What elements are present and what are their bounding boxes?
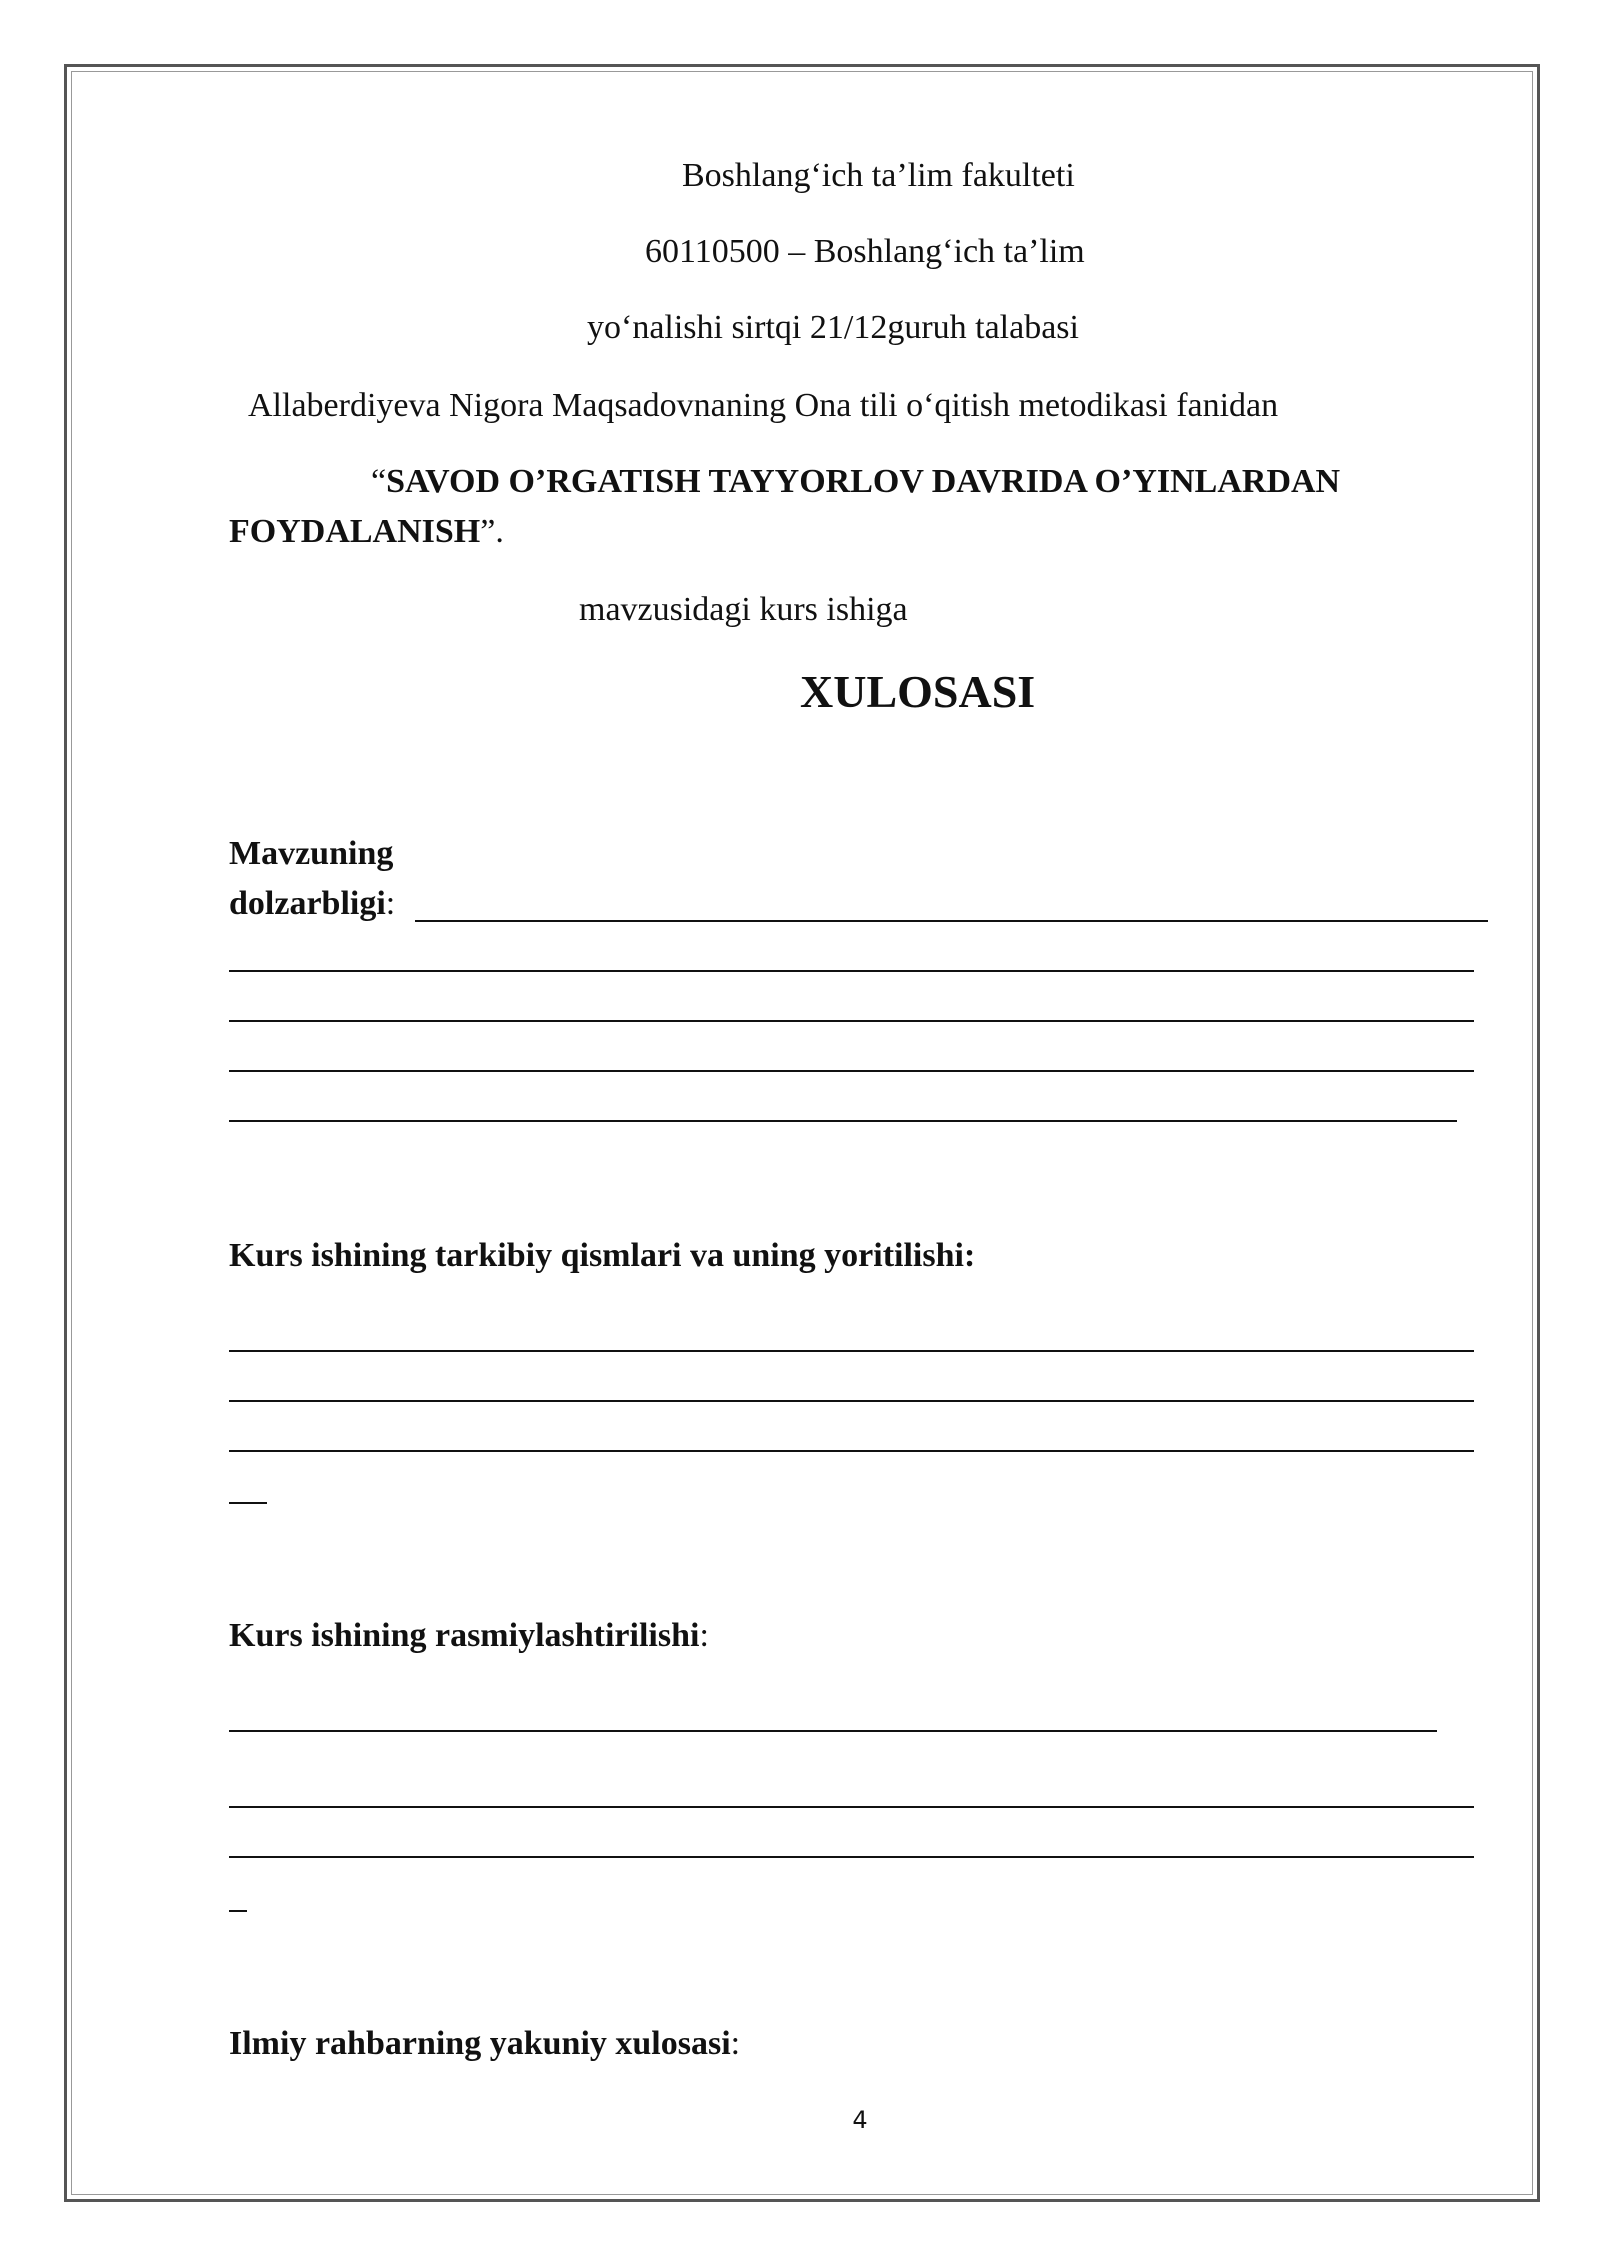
formatting-label-line	[229, 1616, 709, 1656]
structure-fill-line-1	[229, 1350, 1474, 1352]
structure-fill-line-2	[229, 1400, 1474, 1402]
relevance-fill-line-2	[229, 970, 1474, 972]
page-number: 4	[852, 2106, 868, 2134]
group-line: yo‘nalishi sirtqi 21/12guruh talabasi	[587, 309, 1079, 346]
relevance-label: dolzarbligi	[229, 885, 386, 922]
supervisor-label-line	[229, 2024, 740, 2064]
relevance-label-line-1: Mavzuning	[229, 835, 394, 872]
relevance-colon: :	[385, 885, 396, 922]
faculty-line: Boshlang‘ich ta’lim fakulteti	[682, 157, 1075, 194]
page-border	[64, 64, 1540, 2202]
program-line: 60110500 – Boshlang‘ich ta’lim	[645, 233, 1085, 270]
formatting-fill-line-1	[229, 1730, 1437, 1732]
structure-fill-line-3	[229, 1450, 1474, 1452]
formatting-fill-line-3	[229, 1856, 1474, 1858]
relevance-fill-line-5	[229, 1120, 1457, 1122]
supervisor-label: Ilmiy rahbarning yakuniy xulosasi	[229, 2025, 731, 2062]
topic-open-quote: “	[371, 463, 387, 500]
relevance-label-line-2	[229, 884, 395, 924]
document-title: XULOSASI	[800, 666, 1036, 717]
formatting-label: Kurs ishining rasmiylashtirilishi	[229, 1617, 700, 1654]
relevance-fill-line-3	[229, 1020, 1474, 1022]
topic-title-part-1: SAVOD O’RGATISH TAYYORLOV DAVRIDA O’YINLARDAN	[386, 463, 1341, 500]
topic-title-part-2: FOYDALANISH	[229, 513, 481, 550]
subtitle: mavzusidagi kurs ishiga	[579, 591, 908, 628]
topic-line-2	[229, 512, 504, 552]
relevance-fill-line-1	[415, 920, 1488, 922]
formatting-fill-line-2	[229, 1806, 1474, 1808]
formatting-colon: :	[699, 1617, 709, 1654]
topic-line-1	[371, 462, 1340, 502]
relevance-fill-line-4	[229, 1070, 1474, 1072]
topic-close-quote: ”.	[480, 513, 504, 550]
structure-label: Kurs ishining tarkibiy qismlari va uning yoritilishi:	[229, 1237, 976, 1274]
structure-fill-line-4	[229, 1502, 267, 1504]
formatting-fill-line-4	[229, 1910, 247, 1912]
student-line: Allaberdiyeva Nigora Maqsadovnaning Ona tili o‘qitish metodikasi fanidan	[248, 387, 1279, 424]
supervisor-colon: :	[730, 2025, 741, 2062]
